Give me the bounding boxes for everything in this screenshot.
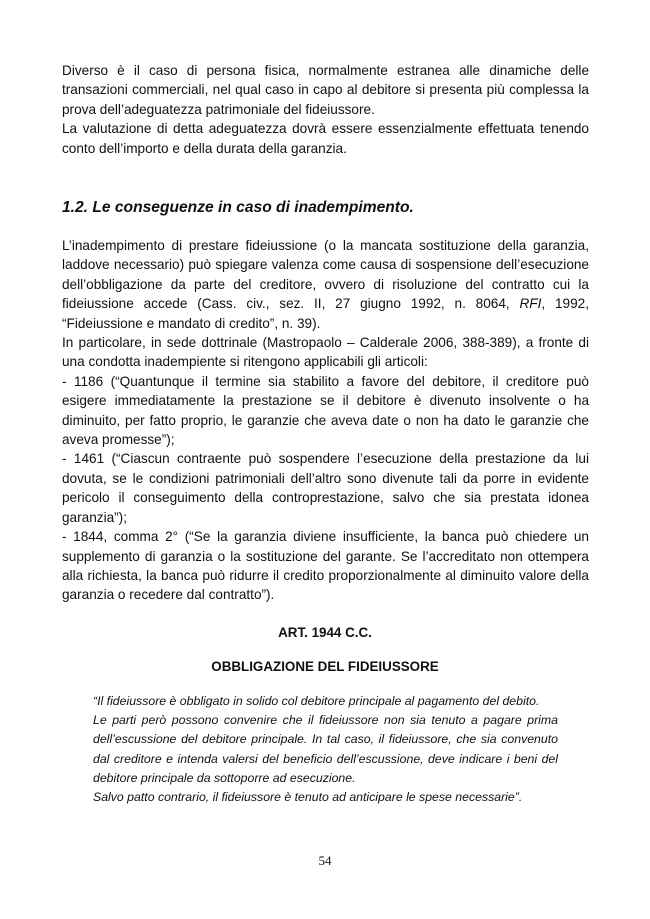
section-heading: 1.2. Le conseguenze in caso di inadempimento. (62, 199, 414, 216)
paragraph-1-text-end: , 1992, “Fideiussione e mandato di credito”, n. 39). (62, 296, 589, 331)
quote-paragraph-2: Le parti però possono convenire che il fideiussore non sia tenuto a pagare prima dell’escussione del debitore principale. In tal caso, il fideiussore, che sia convenuto dal creditore e intenda valersi del beneficio dell’escussione, deve indicare i beni del debitore principale da sottoporre ad esecuzione. (93, 713, 558, 785)
article-title: ART. 1944 C.C. (278, 625, 372, 640)
paragraph-1-text: L’inadempimento di prestare fideiussione (o la mancata sostituzione della garanzia, laddove necessario) può spiegare valenza come causa di sospensione dell’esecuzione dell’obbligazione da parte del creditore, ovvero di risoluzione del contratto cui la fideiussione accede (Cass. civ., sez. II, 27 giugno 1992, n. 8064, (62, 238, 589, 312)
intro-paragraph-2: La valutazione di detta adeguatezza dovrà essere essenzialmente effettuata tenendo conto dell’importo e della durata della garanzia. (62, 121, 589, 156)
intro-text-block (62, 61, 589, 158)
article-subtitle: OBBLIGAZIONE DEL FIDEIUSSORE (211, 659, 439, 674)
quote-paragraph-3: Salvo patto contrario, il fideiussore è tenuto ad anticipare le spese necessarie”. (93, 790, 523, 805)
page-number: 54 (318, 853, 332, 868)
section-paragraph-1 (62, 236, 589, 333)
article-1461-item: - 1461 (“Ciascun contraente può sospendere l’esecuzione della prestazione da lui dovuta, se le condizioni patrimoniali dell’altro sono divenute tali da porre in evidente pericolo il conseguimento della controprestazione, salvo che sia prestata idonea garanzia”); (62, 451, 589, 525)
quote-paragraph-1: “Il fideiussore è obbligato in solido col debitore principale al pagamento del debito. (93, 694, 540, 708)
section-text-block (62, 236, 589, 605)
article-quote (93, 692, 558, 807)
citation-journal: RFI (519, 296, 542, 312)
intro-paragraph-1: Diverso è il caso di persona fisica, normalmente estranea alle dinamiche delle transazioni commerciali, nel qual caso in capo al debitore si presenta più complessa la prova dell’adeguatezza patrimoniale del fideiussore. (62, 63, 589, 117)
article-1186-item: - 1186 (“Quantunque il termine sia stabilito a favore del debitore, il creditore può esigere immediatamente la prestazione se il debitore è divenuto insolvente o ha diminuito, per fatto proprio, le garanzie che aveva date o non ha dato le garanzie che aveva promesse”); (62, 373, 589, 448)
article-1844-item: - 1844, comma 2° (“Se la garanzia diviene insufficiente, la banca può chiedere un supplemento di garanzia o la sostituzione del garante. Se l’accreditato non ottempera alla richiesta, la banca può ridurre il credito proporzionalmente al diminuito valore della garanzia o recedere dal contratto”). (62, 529, 589, 603)
section-paragraph-2: In particolare, in sede dottrinale (Mastropaolo – Calderale 2006, 388-389), a fronte di una condotta inadempiente si ritengono applicabili gli articoli: (62, 335, 589, 370)
